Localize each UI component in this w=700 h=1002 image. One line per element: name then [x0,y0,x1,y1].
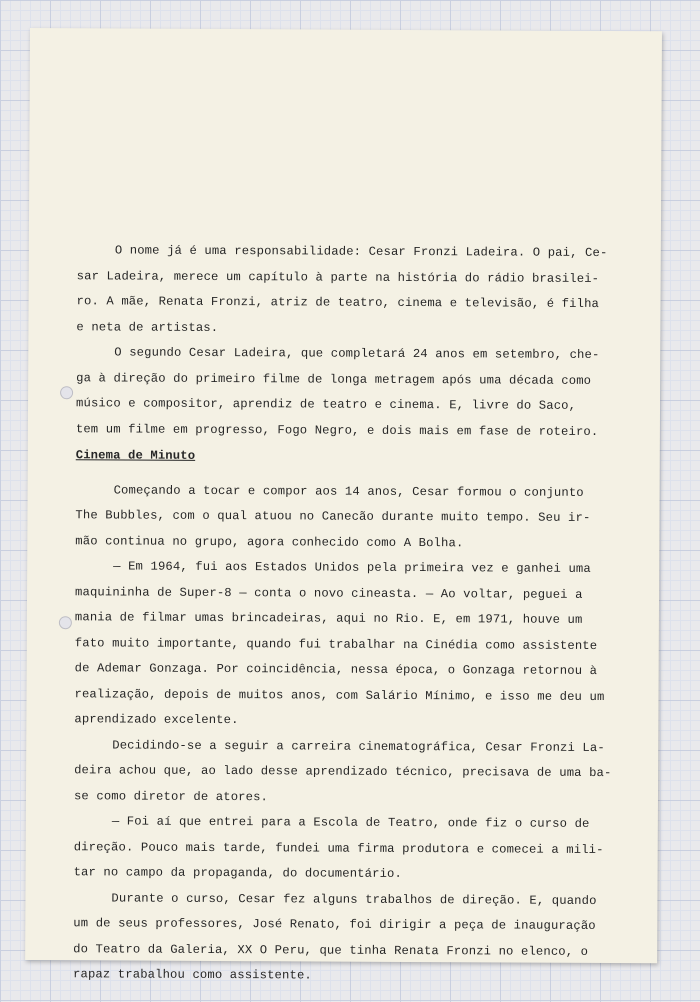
paragraph-5 [74,733,640,812]
paragraph-2 [76,340,643,445]
paragraph-6 [74,809,640,888]
text-line: deira achou que, ao lado desse aprendizado técnico, precisava de uma ba- [74,763,612,781]
text-line: tar no campo da propaganda, do documentário. [73,865,403,881]
text-line: maquininha de Super-8 — conta o novo cineasta. — Ao voltar, peguei a [75,584,583,602]
paragraph-3 [75,478,641,557]
text-line: ga à direção do primeiro filme de longa metragem após uma década como [76,370,592,388]
text-line: do Teatro da Galeria, XX O Peru, que tinha Renata Fronzi no elenco, o [73,941,589,959]
text-line: tem um filme em progresso, Fogo Negro, e dois mais em fase de roteiro. [75,421,599,439]
document-body [73,238,643,990]
text-line: O nome já é uma responsabilidade: Cesar Fronzi Ladeira. O pai, Ce- [114,243,608,261]
text-line: aprendizado excelente. [74,712,239,728]
text-line: mão continua no grupo, agora conhecido como A Bolha. [75,533,464,550]
text-line: rapaz trabalhou como assistente. [73,967,312,983]
paragraph-1 [76,238,643,343]
punch-hole-bottom [59,616,72,629]
paragraph-7 [73,886,640,991]
text-line: realização, depois de muitos anos, com Salário Mínimo, e isso me deu um [74,686,605,704]
text-line: se como diretor de atores. [73,788,269,804]
text-line: direção. Pouco mais tarde, fundei uma firma produtora e comecei a mili- [73,839,604,857]
text-line: — Em 1964, fui aos Estados Unidos pela primeira vez e ganhei uma [113,559,591,576]
text-line: músico e compositor, aprendiz de teatro e cinema. E, livre do Saco, [75,396,577,413]
text-line: Decidindo-se a seguir a carreira cinematográfica, Cesar Fronzi La- [112,737,605,755]
text-line: Durante o curso, Cesar fez alguns trabalhos de direção. E, quando [111,890,597,908]
paragraph-4 [74,554,641,735]
text-line: — Foi aí que entrei para a Escola de Teatro, onde fiz o curso de [111,814,590,831]
text-line: O segundo Cesar Ladeira, que completará 24 anos em setembro, che- [114,345,600,362]
text-line: The Bubbles, com o qual atuou no Canecão durante muito tempo. Seu ir- [75,508,591,525]
section-heading [76,443,642,471]
text-line: Começando a tocar e compor aos 14 anos, Cesar formou o conjunto [113,482,584,500]
typewritten-page [25,28,662,983]
text-line: sar Ladeira, merece um capítulo à parte na história do rádio brasilei- [76,268,600,286]
punch-hole-top [60,386,73,399]
text-line: de Ademar Gonzaga. Por coincidência, nessa época, o Gonzaga retornou à [74,661,598,678]
text-line: ro. A mãe, Renata Fronzi, atriz de teatro, cinema e televisão, é filha [76,294,600,311]
text-line: fato muito importante, quando fui trabalhar na Cinédia como assistente [74,635,598,653]
section-heading-text: Cinema de Minuto [75,448,196,463]
text-line: mania de filmar umas brincadeiras, aqui no Rio. E, em 1971, houve um [74,610,583,627]
text-line: e neta de artistas. [76,319,219,335]
text-line: um de seus professores, José Renato, foi dirigir a peça de inauguração [73,916,596,933]
